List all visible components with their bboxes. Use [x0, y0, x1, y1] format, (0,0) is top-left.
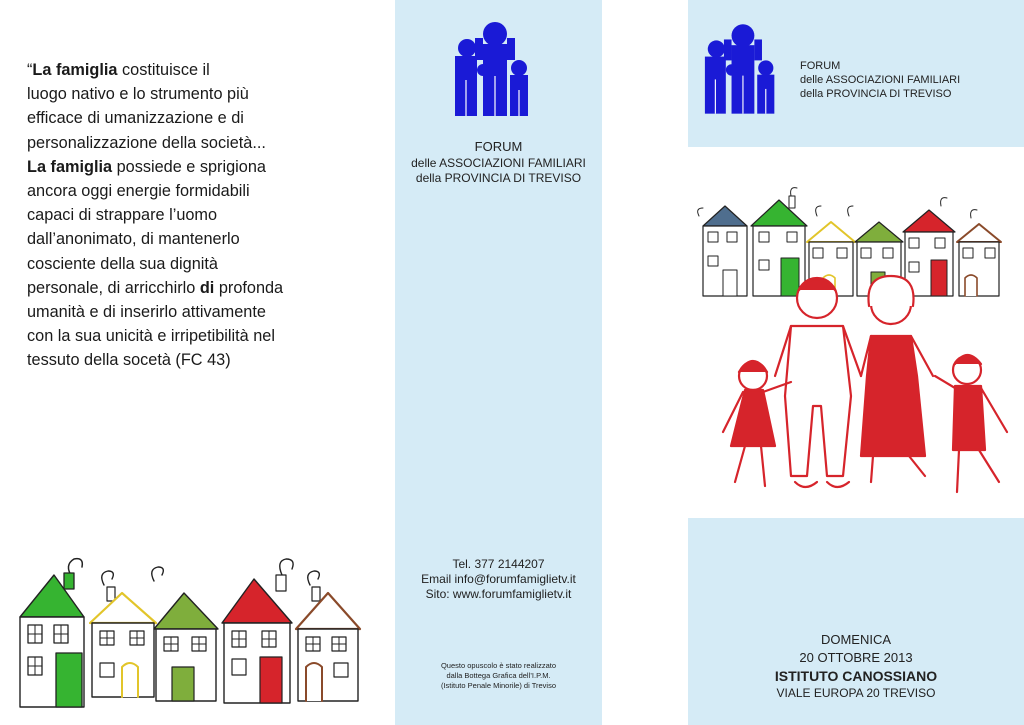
- quote-line-6: ancora oggi energie formidabili: [27, 182, 250, 201]
- family-houses-illustration: [695, 186, 1020, 506]
- contact-website[interactable]: Sito: www.forumfamiglietv.it: [425, 587, 572, 601]
- credit-line-2: dalla Bottega Grafica dell’I.P.M.: [446, 671, 551, 680]
- quote-line-3: efficace di umanizzazione e di: [27, 109, 244, 128]
- event-address: VIALE EUROPA 20 TREVISO: [776, 686, 936, 700]
- forum-subtitle: delle ASSOCIAZIONI FAMILIARI: [411, 156, 586, 170]
- quote-line-1: costituisce il: [117, 61, 210, 79]
- quote-text: [27, 58, 317, 373]
- forum-title-right: FORUM: [800, 60, 841, 72]
- event-day: DOMENICA: [820, 632, 892, 647]
- contact-email[interactable]: Email info@forumfamiglietv.it: [421, 572, 576, 586]
- credit-line-1: Questo opuscolo è stato realizzato: [440, 661, 557, 670]
- forum-logo-icon: [453, 20, 535, 116]
- quote-line-13: tessuto della socetà (FC 43): [27, 351, 231, 370]
- quote-line-5: possiede e sprigiona: [112, 157, 266, 176]
- quote-line-12: con la sua unicità e irripetibilità nel: [27, 327, 275, 346]
- quote-bold-la-famiglia: La famiglia: [32, 61, 118, 79]
- credit-line-3: (Istituto Penale Minorile) di Treviso: [440, 681, 557, 690]
- quote-line-10a: personale, di arricchirlo: [27, 278, 200, 297]
- contact-phone: Tel. 377 2144207: [452, 557, 545, 571]
- quote-line-4: personalizzazione della società...: [27, 133, 266, 152]
- houses-illustration-left: [14, 545, 384, 717]
- forum-title: FORUM: [474, 139, 523, 154]
- event-venue: ISTITUTO CANOSSIANO: [774, 668, 938, 684]
- quote-line-9: cosciente della sua dignità: [27, 254, 218, 273]
- quote-open-mark: “: [27, 61, 33, 79]
- quote-line-7: capaci di strappare l’uomo: [27, 206, 218, 225]
- forum-province: della PROVINCIA DI TREVISO: [415, 171, 582, 185]
- quote-line-11: umanità e di inserirlo attivamente: [27, 303, 266, 322]
- forum-province-right: della PROVINCIA DI TREVISO: [800, 88, 952, 100]
- forum-logo-icon-small: [703, 20, 781, 116]
- quote-line-8: dall’anonimato, di mantenerlo: [27, 230, 240, 249]
- event-date: 20 OTTOBRE 2013: [799, 650, 913, 665]
- forum-subtitle-right: delle ASSOCIAZIONI FAMILIARI: [800, 74, 961, 86]
- quote-line-2: luogo nativo e lo strumento più: [27, 85, 249, 104]
- quote-bold-la-famiglia-2: La famiglia: [27, 157, 113, 176]
- quote-bold-di: di: [199, 278, 215, 297]
- quote-line-10b: profonda: [214, 278, 284, 297]
